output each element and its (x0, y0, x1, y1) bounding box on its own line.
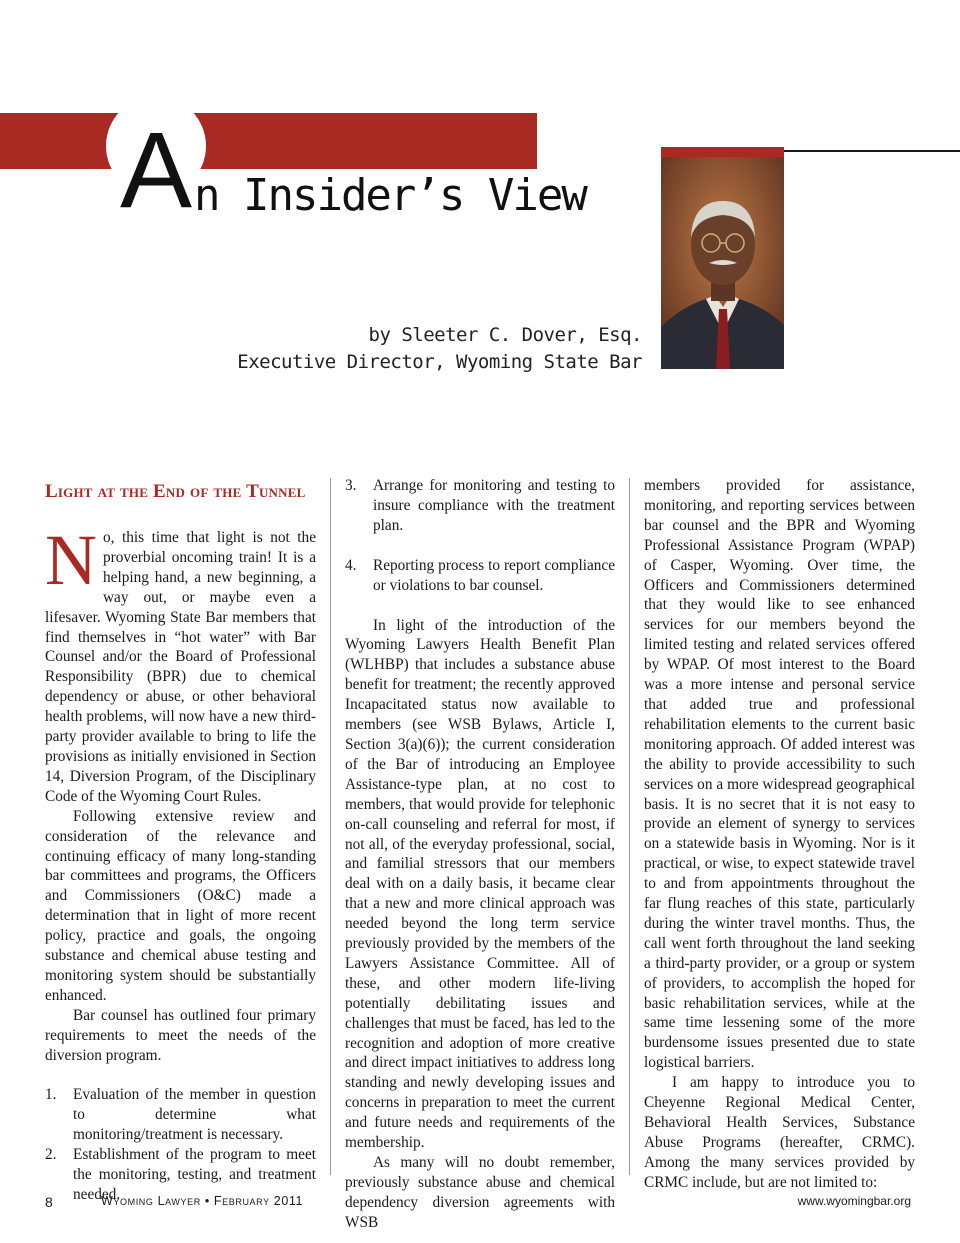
paragraph: Bar counsel has outlined four primary requirements to meet the needs of the diversion program. (45, 1006, 316, 1064)
author-portrait (661, 157, 784, 369)
column-divider (629, 478, 630, 1175)
header-black-rule (784, 150, 960, 152)
requirements-list (45, 1085, 316, 1204)
paragraph: As many will no doubt remember, previously substance abuse and chemical dependency diversion agreements with WSB (345, 1154, 615, 1231)
list-item: 3. Arrange for monitoring and testing to insure compliance with the treatment plan. (345, 477, 615, 534)
paragraph: Following extensive review and consideration of the relevance and continuing efficacy of many long-standing bar committees and programs, the Officers and Commissioners (O&C) made a determination that in light of more recent policy, practice and goals, the ongoing substance and chemical abuse testing and monitoring system should be substantially enhanced. (45, 807, 316, 1004)
paragraph: I am happy to introduce you to Cheyenne Regional Medical Center, Behavioral Health Services, Substance Abuse Programs (hereafter, CRMC). Among the many services provided by CRMC include, but are not limited to: (644, 1074, 915, 1191)
title-initial: A (120, 109, 191, 230)
website-url: www.wyomingbar.org (797, 1194, 911, 1208)
article-column-2 (345, 476, 615, 1233)
header-red-bar (0, 113, 537, 169)
section-heading: Light at the End of the Tunnel (45, 481, 306, 502)
author-title: Executive Director, Wyoming State Bar (237, 351, 642, 373)
paragraph: members provided for assistance, monitoring, and reporting services between bar counsel and the BPR and Wyoming Professional Assistance Program (WPAP) of Casper, Wyoming. Over time, the Officers and Commissioners determined that they would like to see enhanced services for our members beyond the limited testing and related services offered by WPAP. Of most interest to the Board was a more intense and personal service that added true and professional rehabilitation elements to the current basic monitoring approach. Of added interest was the ability to provide accessibility to such services on a more widespread geographical basis. It is no secret that it is not easy to provide an element of synergy to services on a statewide basis in Wyoming. Nor is it practical, or wise, to expect statewide travel to and from appointments throughout the far flung reaches of this state, particularly during the winter travel months. Thus, the call went forth throughout the land seeking a third-party provider, or a group or system of providers, to accomplish the hoped for basic rehabilitation services, while at the same time lessening some of the more burdensome issues presented due to state logistical barriers. (644, 477, 915, 1072)
list-item: 4. Reporting process to report compliance or violations to bar counsel. (345, 556, 615, 594)
article-column-3 (644, 476, 915, 1193)
paragraph (45, 520, 316, 807)
column-divider (330, 478, 331, 1175)
page-title: n Insider’s View (194, 170, 586, 221)
paragraph-text: o, this time that light is not the proverbial oncoming train! It is a helping hand, a new beginning, a way out, or maybe even a lifesaver. Wyoming State Bar members that find themselves in “hot water” with Bar Counsel and/or the Board of Professional Responsibility (BPR) due to chemical dependency or abuse, or other behavioral health problems, will now have a new third-party provider available to bring to life the provisions as initially envisioned in Section 14, Diversion Program, of the Disciplinary Code of the Wyoming Court Rules. (45, 529, 316, 805)
publication-info: Wyoming Lawyer • February 2011 (101, 1194, 304, 1208)
byline (237, 322, 642, 376)
paragraph: In light of the introduction of the Wyoming Lawyers Health Benefit Plan (WLHBP) that includes a substance abuse benefit for treatment; the recently approved Incapacitated status now available to members (see WSB Bylaws, Article I, Section 3(a)(6)); the current consideration of the Bar of introducing an Employee Assistance-type plan, at no cost to members, that would provide for telephonic on-call counseling and referral for most, if not all, of the everyday professional, social, and familial stressors that our members deal with on a daily basis, it became clear that a new and more clinical approach was needed beyond the long term service previously provided by the members of the Lawyers Assistance Committee. All of these, and other modern life-living potentially debilitating issues and challenges that must be faced, has led to the recognition and adoption of more creative and direct impact initiatives to address long standing and newly developing issues and concerns in preparation to meet the current and future needs and requirements of the membership. (345, 616, 615, 1152)
drop-cap: N (45, 520, 97, 600)
list-item: 1. Evaluation of the member in question to determine what monitoring/treatment is necessary. (45, 1086, 316, 1144)
list-item: 2. Establishment of the program to meet the monitoring, testing, and treatment needed. (45, 1146, 316, 1203)
header-red-rule (661, 147, 784, 157)
portrait-illustration (661, 157, 784, 369)
article-column-1 (45, 476, 316, 1205)
requirements-list-continued (345, 476, 615, 596)
page-number: 8 (45, 1194, 53, 1210)
author-name: by Sleeter C. Dover, Esq. (368, 324, 642, 346)
